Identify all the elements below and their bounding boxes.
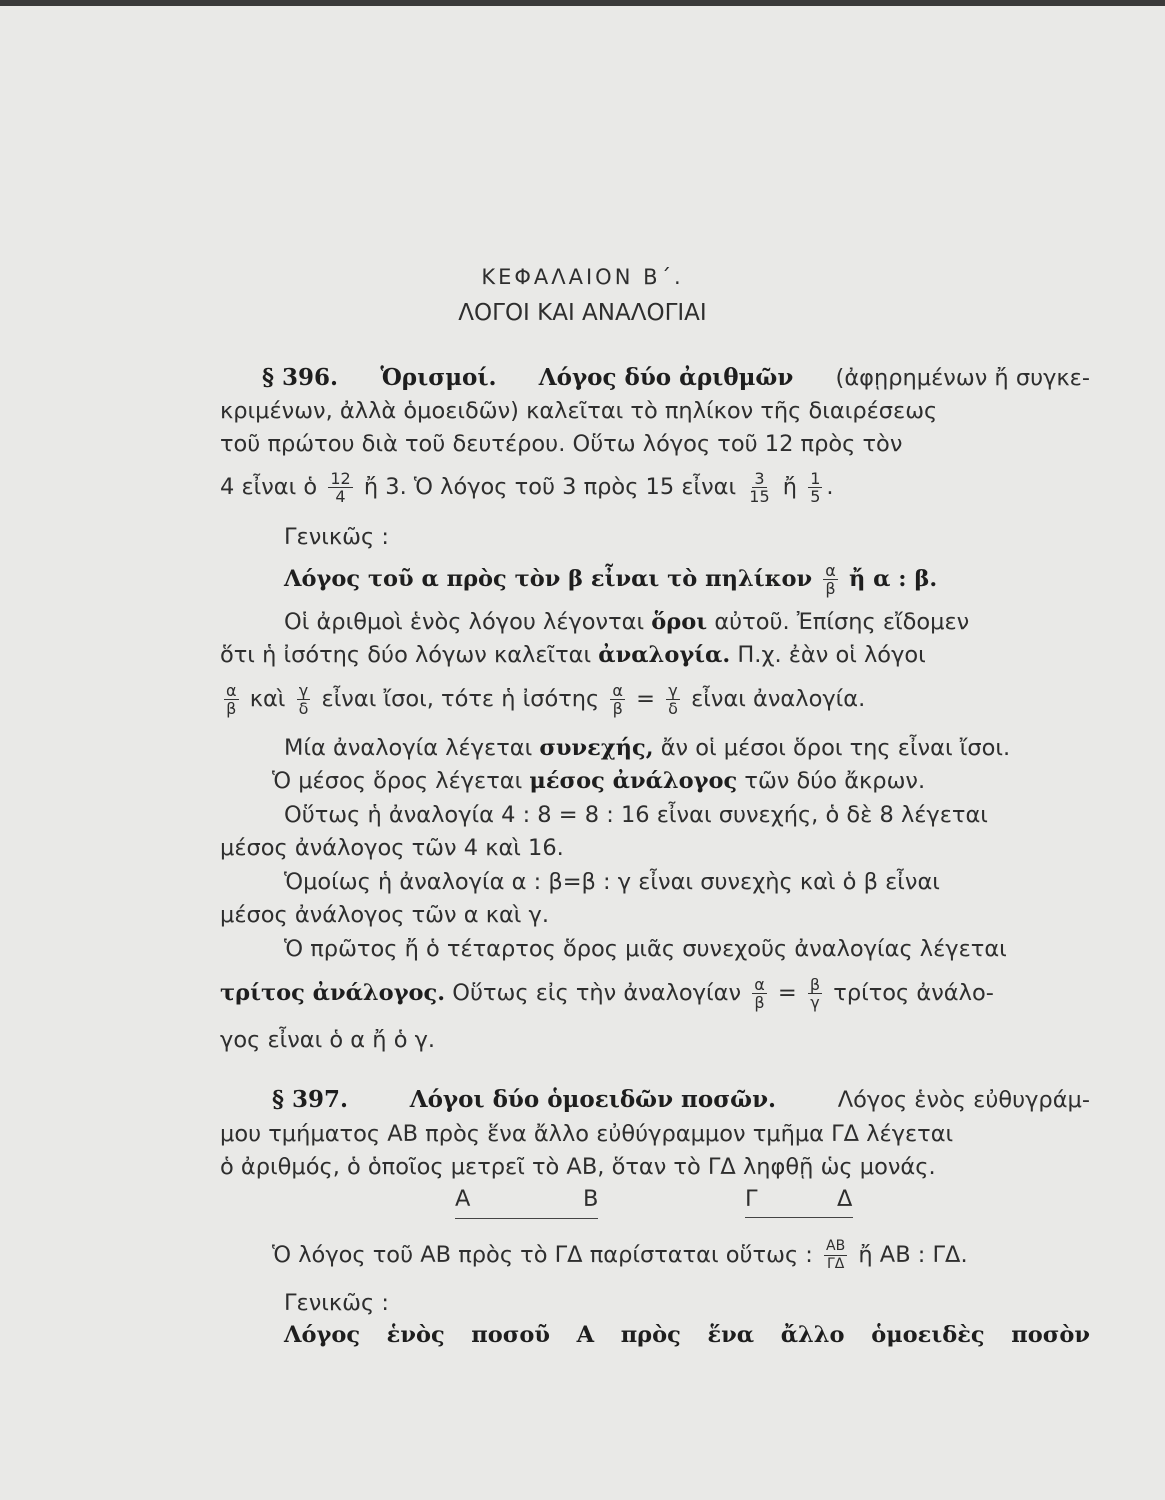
text: ἤ 3. Ὁ λόγος τοῦ 3 πρὸς 15 εἶναι: [363, 474, 737, 500]
denominator: 4: [335, 487, 346, 506]
numerator: 1: [810, 469, 821, 488]
s397-number: § 397.: [272, 1086, 349, 1113]
word: Λόγος: [284, 1322, 361, 1348]
text: εἶναι ἴσοι, τότε ἡ ἰσότης: [321, 686, 600, 712]
text: Π.χ. ἐὰν οἱ λόγοι: [737, 642, 926, 668]
word: ἄλλο: [780, 1322, 845, 1348]
term-analogia: ἀναλογία.: [598, 642, 731, 668]
chapter-title: ΛΟΓΟΙ ΚΑΙ ΑΝΑΛΟΓΙΑΙ: [458, 300, 707, 326]
denominator: ΓΔ: [826, 1256, 845, 1272]
s396-line-7: [284, 607, 1090, 637]
numerator: γ: [298, 681, 309, 700]
s396-line-15: μέσος ἀνάλογος τῶν α καὶ γ.: [220, 902, 550, 928]
s397-generally: Γενικῶς :: [284, 1290, 389, 1316]
denominator: β: [612, 699, 623, 718]
word: Α: [576, 1322, 595, 1348]
denominator: β: [226, 699, 237, 718]
denominator: β: [754, 993, 765, 1012]
s396-line-8: [220, 640, 1090, 670]
text: Οὕτως εἰς τὴν ἀναλογίαν: [452, 980, 742, 1006]
segment-ab: [455, 1218, 598, 1219]
s396-term: Λόγος δύο ἀριθμῶν: [538, 364, 794, 391]
s396-text: (ἀφῃρημένων ἤ συγκε-: [835, 365, 1090, 391]
word: ἕνα: [707, 1322, 755, 1348]
s396-line-4: 4 εἶναι ὁ $\frac{12}{4}$ ἤ 3. Ὁ λόγος τοῦ 3 πρὸς 15 εἶναι $\frac{3}{15}$ ἤ $\frac{1}{5}$ .: [220, 469, 834, 506]
rule-text: Λόγος τοῦ α πρὸς τὸν β εἶναι τὸ πηλίκον: [284, 566, 813, 592]
segment-diagram: [0, 1186, 1165, 1226]
text: τῶν δύο ἄκρων.: [744, 768, 926, 794]
term-mesos-analogos: μέσος ἀνάλογος: [529, 768, 738, 794]
fraction-gamma-delta: [666, 682, 680, 717]
s396-line-16: Ὁ πρῶτος ἤ ὁ τέταρτος ὅρος μιᾶς συνεχοῦς ἀναλογίας λέγεται: [284, 936, 1007, 962]
text: τρίτος ἀνάλο-: [833, 980, 994, 1006]
s396-line-10: [284, 733, 1154, 763]
s397-heading: Λόγοι δύο ὁμοειδῶν ποσῶν.: [409, 1086, 777, 1113]
s396-line-13: μέσος ἀνάλογος τῶν 4 καὶ 16.: [220, 835, 564, 861]
s397-text: Λόγος ἑνὸς εὐθυγράμ-: [837, 1087, 1090, 1113]
text: Ὁ μέσος ὅρος λέγεται: [272, 768, 523, 794]
word: ὁμοειδὲς: [871, 1322, 985, 1348]
numerator: ΑΒ: [826, 1238, 846, 1254]
word: πρὸς: [620, 1322, 681, 1348]
s396-line-11: [272, 766, 1142, 796]
text: αὐτοῦ. Ἐπίσης εἴδομεν: [714, 609, 970, 635]
s396-rule: [284, 562, 1154, 597]
numerator: α: [754, 975, 765, 994]
numerator: 12: [330, 469, 351, 488]
point-label-g: Γ: [745, 1186, 758, 1212]
denominator: β: [825, 579, 836, 598]
fraction-ab-gd: [824, 1238, 847, 1273]
denominator: γ: [810, 993, 820, 1012]
denominator: δ: [668, 699, 678, 718]
s397-line-4: [272, 1238, 1142, 1273]
fraction-3-15: [747, 470, 771, 505]
fraction-alpha-beta: [610, 682, 625, 717]
denominator: 5: [810, 487, 821, 506]
s396-line-12: Οὕτως ἡ ἀναλογία 4 : 8 = 8 : 16 εἶναι συνεχής, ὁ δὲ 8 λέγεται: [284, 802, 988, 828]
numerator: β: [809, 975, 821, 994]
s396-heading: Ὁρισμοί.: [380, 364, 497, 391]
term-synechis: συνεχής,: [539, 735, 654, 761]
s396-generally: Γενικῶς :: [284, 524, 389, 550]
numerator: 3: [754, 469, 765, 488]
s397-line-3: ὁ ἀριθμός, ὁ ὁποῖος μετρεῖ τὸ ΑΒ, ὅταν τὸ ΓΔ ληφθῇ ὡς μονάς.: [220, 1154, 936, 1180]
s396-line-2: κριμένων, ἀλλὰ ὁμοειδῶν) καλεῖται τὸ πηλίκον τῆς διαιρέσεως: [220, 398, 938, 424]
fraction-alpha-beta: [224, 682, 239, 717]
text: 4 εἶναι ὁ: [220, 474, 318, 500]
rule-text: ἤ α : β.: [848, 566, 938, 592]
word: ἑνὸς: [386, 1322, 445, 1348]
text: Μία ἀναλογία λέγεται: [284, 735, 533, 761]
numerator: α: [226, 681, 237, 700]
chapter-heading: ΚΕΦΑΛΑΙΟΝ Β΄.: [481, 265, 684, 289]
denominator: 15: [749, 487, 770, 506]
text: ὅτι ἡ ἰσότης δύο λόγων καλεῖται: [220, 642, 592, 668]
s396-line-14: Ὁμοίως ἡ ἀναλογία α : β=β : γ εἶναι συνεχὴς καὶ ὁ β εἶναι: [284, 869, 940, 895]
text: καὶ: [249, 686, 286, 712]
s397-rule: [284, 1320, 1090, 1350]
text: Ὁ λόγος τοῦ ΑΒ πρὸς τὸ ΓΔ παρίσταται οὕτως :: [272, 1242, 813, 1268]
s396-line-1: [262, 363, 1090, 393]
text: εἶναι ἀναλογία.: [691, 686, 866, 712]
numerator: γ: [668, 681, 678, 700]
s396-line-9: [220, 682, 1090, 717]
fraction-alpha-beta: [752, 976, 767, 1011]
text: ἄν οἱ μέσοι ὅροι της εἶναι ἴσοι.: [660, 735, 1011, 761]
numerator: α: [612, 681, 623, 700]
equals-sign: =: [636, 686, 655, 712]
word: ποσοῦ: [471, 1322, 550, 1348]
s397-line-1: [272, 1085, 1090, 1115]
equals-sign: =: [777, 980, 797, 1006]
term-tritos-analogos: τρίτος ἀνάλογος.: [220, 980, 446, 1006]
numerator: α: [825, 561, 836, 580]
point-label-b: Β: [583, 1186, 599, 1212]
s396-line-17: [220, 976, 1090, 1011]
fraction-1-5: [808, 470, 822, 505]
point-label-a: Α: [455, 1186, 471, 1212]
term-oroi: ὅροι: [651, 609, 708, 635]
s396-number: § 396.: [262, 364, 339, 391]
fraction-12-4: [328, 470, 352, 505]
fraction-gamma-delta: [297, 682, 311, 717]
s397-line-2: μου τμήματος ΑΒ πρὸς ἕνα ἄλλο εὐθύγραμμον τμῆμα ΓΔ λέγεται: [220, 1121, 954, 1147]
fraction-alpha-beta: [823, 562, 838, 597]
s396-line-18: γος εἶναι ὁ α ἤ ὁ γ.: [220, 1027, 436, 1053]
denominator: δ: [298, 699, 309, 718]
s396-line-3: τοῦ πρώτου διὰ τοῦ δευτέρου. Οὕτω λόγος τοῦ 12 πρὸς τὸν: [220, 431, 903, 457]
text: ἤ ΑΒ : ΓΔ.: [858, 1242, 968, 1268]
point-label-d: Δ: [837, 1186, 853, 1212]
word: ποσὸν: [1011, 1322, 1090, 1348]
fraction-beta-gamma: [808, 976, 822, 1011]
segment-gd: [745, 1217, 853, 1218]
text: ἤ: [782, 474, 798, 500]
text: Οἱ ἀριθμοὶ ἑνὸς λόγου λέγονται: [284, 609, 645, 635]
